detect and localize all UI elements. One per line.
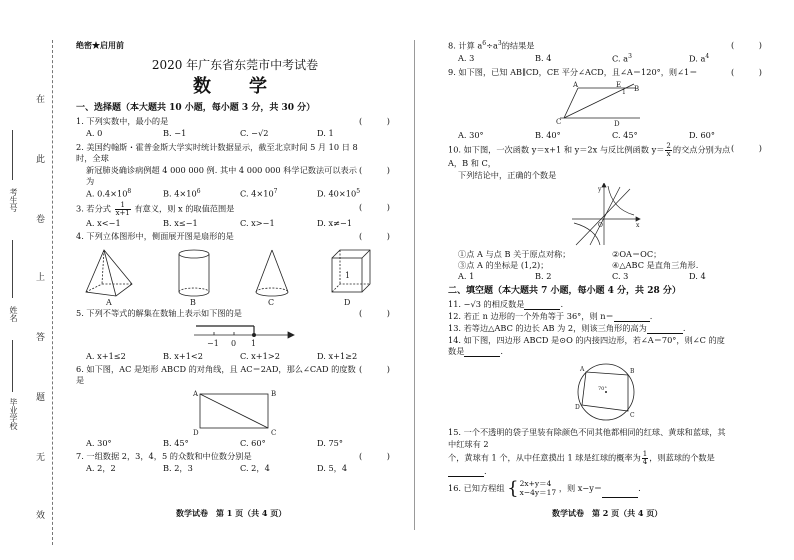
option: C. 3 bbox=[612, 270, 629, 281]
svg-text:E: E bbox=[616, 80, 622, 89]
option: B. 40° bbox=[535, 129, 561, 140]
answer-bracket: ( ) bbox=[359, 230, 390, 241]
statements: ③点 A 的坐标是 (1,2)； ④△ABC 是直角三角形. bbox=[458, 259, 699, 270]
options bbox=[448, 130, 766, 141]
figure-label: D bbox=[344, 297, 351, 306]
question-text: 5. 下列不等式的解集在数轴上表示如下图的是 bbox=[76, 307, 242, 318]
question-text: 6. 如下图，AC 是矩形 ABCD 的对角线，且 AC＝2AD，那么∠CAD 的度数是 bbox=[76, 363, 356, 385]
option: D. x≠−1 bbox=[317, 217, 353, 228]
question-text: 7. 一组数据 2，3，4，5 的众数和中位数分别是 bbox=[76, 451, 252, 462]
svg-text:1: 1 bbox=[622, 88, 626, 96]
field-underline bbox=[12, 340, 13, 392]
parallel-lines-figure bbox=[448, 80, 766, 128]
cube-label: 1 bbox=[345, 270, 351, 280]
question-15-cont: 个，黄球有 1 个，从中任意摸出 1 球是红球的概率为 $\frac{1}{4}$ ，则蓝球的个数是. bbox=[448, 449, 715, 476]
statements: ①点 A 与点 B 关于原点对称； ②OA＝OC； bbox=[458, 248, 662, 259]
cube-figure bbox=[332, 250, 370, 292]
fraction: $\frac{1}{4}$ bbox=[642, 449, 648, 466]
answer-bracket: ( ) bbox=[731, 40, 762, 50]
question-14: 14. 如下图，四边形 ABCD 是⊙O 的内接四边形，若∠A＝70°，则∠C 的度数是 . bbox=[448, 335, 725, 357]
option: D. x+1≥2 bbox=[317, 350, 358, 361]
svg-text:A: A bbox=[193, 389, 199, 398]
option: B. 45° bbox=[163, 437, 189, 448]
svg-text:C: C bbox=[630, 412, 635, 420]
option: C. $a^3$ bbox=[612, 52, 632, 64]
option: D. 75° bbox=[317, 437, 343, 448]
option: B. x+1<2 bbox=[163, 350, 203, 361]
seal-dash-line bbox=[52, 40, 53, 545]
field-label-exam-number: 考生号 bbox=[9, 188, 18, 212]
option: A. x+1≤2 bbox=[86, 350, 126, 361]
question-1 bbox=[76, 116, 394, 127]
question-10-cont: 下列结论中，正确的个数是 bbox=[458, 169, 557, 180]
question-6 bbox=[76, 364, 394, 386]
question-5 bbox=[76, 308, 394, 319]
question-text: 2. 美国约翰斯・霍普金斯大学实时统计数据显示，截至北京时间 5 月 10 日 8 时，全球 bbox=[76, 141, 358, 163]
option: A. 0 bbox=[86, 128, 103, 139]
option: D. $40\times 10^5$ bbox=[317, 187, 361, 199]
svg-text:y: y bbox=[598, 185, 602, 193]
svg-text:A: A bbox=[573, 80, 579, 89]
question-9 bbox=[448, 67, 766, 78]
section-heading: 一、选择题（本大题共 10 小题，每小题 3 分，共 30 分） bbox=[76, 103, 316, 114]
options bbox=[76, 351, 394, 362]
question-8: 8. 计算 $a^6\div a^3$的结果是 ( ) bbox=[448, 40, 762, 51]
answer-blank[interactable] bbox=[647, 326, 683, 334]
page-footer-1: 数学试卷 第 1 页（共 4 页） bbox=[176, 508, 287, 518]
options bbox=[76, 218, 394, 229]
option: C. 45° bbox=[612, 129, 638, 140]
option: C. −√2 bbox=[240, 128, 269, 139]
answer-bracket: ( ) bbox=[731, 66, 762, 77]
circle-figure bbox=[448, 359, 766, 425]
options bbox=[76, 188, 394, 200]
tick-label: 0 bbox=[231, 338, 237, 348]
solid-figures bbox=[76, 244, 394, 306]
option: C. x+1>2 bbox=[240, 350, 280, 361]
page-divider bbox=[414, 40, 415, 530]
option: A. $0.4\times 10^8$ bbox=[86, 187, 132, 199]
cylinder-figure bbox=[179, 250, 209, 296]
tick-label: −1 bbox=[207, 338, 219, 348]
svg-text:D: D bbox=[614, 119, 620, 128]
svg-text:x: x bbox=[636, 221, 640, 229]
figure-label: B bbox=[190, 297, 196, 306]
svg-text:D: D bbox=[193, 428, 199, 436]
function-graph bbox=[448, 183, 766, 247]
option: A. 3 bbox=[458, 52, 475, 63]
option: B. 2，3 bbox=[163, 463, 193, 474]
seal-char: 上 bbox=[36, 273, 46, 283]
options bbox=[448, 271, 766, 282]
question-16: 16. 已知方程组 { 2x+y＝4 x−4y＝17 ，则 x−y＝ . bbox=[448, 477, 641, 499]
option: D. $a^4$ bbox=[689, 52, 710, 64]
option: D. 5，4 bbox=[317, 463, 348, 474]
option: C. x>−1 bbox=[240, 217, 275, 228]
answer-bracket: ( ) bbox=[731, 142, 762, 153]
section-heading: 二、填空题（本大题共 7 小题，每小题 4 分，共 28 分） bbox=[448, 286, 681, 297]
answer-bracket: ( ) bbox=[359, 363, 390, 374]
question-13: 13. 若等边△ABC 的边长 AB 为 2，则该三角形的高为 . bbox=[448, 323, 686, 334]
seal-char: 题 bbox=[36, 393, 46, 403]
option: B. −1 bbox=[163, 128, 187, 139]
seal-char: 效 bbox=[36, 511, 46, 521]
subject-title: 数 学 bbox=[193, 75, 277, 97]
question-2-cont bbox=[76, 165, 394, 187]
field-label-name: 姓名 bbox=[9, 306, 18, 322]
svg-text:B: B bbox=[634, 84, 640, 93]
answer-bracket: ( ) bbox=[359, 116, 390, 127]
question-text: 新冠肺炎确诊病例超 4 000 000 例. 其中 4 000 000 科学记数法可以表示为 bbox=[86, 164, 357, 186]
seal-char: 卷 bbox=[36, 215, 46, 225]
answer-blank[interactable] bbox=[448, 469, 484, 477]
number-line bbox=[76, 321, 394, 349]
secret-label: 绝密★启用前 bbox=[76, 40, 124, 50]
field-label-school: 毕业学校 bbox=[9, 398, 18, 430]
svg-text:O: O bbox=[598, 221, 603, 229]
option: C. $4\times 10^7$ bbox=[240, 187, 278, 199]
option: D. 4 bbox=[689, 270, 706, 281]
field-underline bbox=[12, 240, 13, 298]
answer-blank[interactable] bbox=[614, 314, 650, 322]
answer-bracket: ( ) bbox=[359, 164, 390, 175]
answer-bracket: ( ) bbox=[359, 201, 390, 212]
option: A. 1 bbox=[458, 270, 475, 281]
question-10: 10. 如下图，一次函数 y＝x+1 和 y＝2x 与反比例函数 y＝ $\frac{2}{x}$ 的交点分别为点 A，B 和 C， ( ) bbox=[448, 141, 762, 168]
option: C. 2，4 bbox=[240, 463, 270, 474]
svg-text:B: B bbox=[630, 368, 635, 376]
rectangle-figure bbox=[76, 388, 394, 436]
options bbox=[76, 463, 394, 474]
page-footer-2: 数学试卷 第 2 页（共 4 页） bbox=[552, 508, 663, 518]
fraction: $\frac{1}{x+1}$ bbox=[115, 200, 130, 217]
tick-label: 1 bbox=[251, 338, 257, 348]
svg-text:70°: 70° bbox=[598, 386, 607, 393]
options bbox=[448, 53, 766, 65]
seal-char: 在 bbox=[36, 95, 46, 105]
option: B. $4\times 10^6$ bbox=[163, 187, 201, 199]
answer-bracket: ( ) bbox=[359, 307, 390, 318]
svg-text:B: B bbox=[271, 389, 277, 398]
question-text: 1. 下列实数中，最小的是 bbox=[76, 116, 169, 127]
figure-label: A bbox=[106, 297, 112, 306]
option: A. 2，2 bbox=[86, 463, 116, 474]
question-text: 9. 如下图，已知 AB∥CD，CE 平分∠ACD，且∠A＝120°，则∠1＝ bbox=[448, 66, 698, 77]
svg-text:D: D bbox=[575, 404, 580, 412]
question-4 bbox=[76, 231, 394, 242]
option: B. 2 bbox=[535, 270, 552, 281]
option: C. 60° bbox=[240, 437, 266, 448]
question-12: 12. 若正 n 边形的一个外角等于 36°，则 n＝ . bbox=[448, 311, 653, 322]
options bbox=[76, 128, 394, 139]
svg-text:A: A bbox=[580, 366, 585, 374]
closed-point bbox=[252, 333, 256, 337]
fraction: $\frac{2}{x}$ bbox=[666, 141, 671, 158]
page-2 bbox=[448, 40, 766, 499]
seal-char: 无 bbox=[36, 453, 46, 463]
seal-char: 答 bbox=[36, 333, 46, 343]
option: D. 1 bbox=[317, 128, 334, 139]
equation-system: { 2x+y＝4 x−4y＝17 bbox=[507, 477, 557, 499]
option: A. 30° bbox=[86, 437, 112, 448]
option: D. 60° bbox=[689, 129, 715, 140]
question-2 bbox=[76, 142, 394, 164]
option: A. 30° bbox=[458, 129, 484, 140]
question-15: 15. 一个不透明的袋子里装有除颜色不同其他都相同的红球、黄球和蓝球，其中红球有 2 bbox=[448, 427, 726, 449]
options bbox=[76, 438, 394, 449]
svg-text:C: C bbox=[271, 428, 277, 436]
field-underline bbox=[12, 130, 13, 180]
question-3: 3. 若分式 $\frac{1}{x+1}$ 有意义，则 x 的取值范围是 ( ) bbox=[76, 200, 390, 217]
option: B. x≤−1 bbox=[163, 217, 198, 228]
question-11: 11. −√3 的相反数是 . bbox=[448, 299, 564, 310]
figure-label: C bbox=[268, 297, 275, 306]
seal-char: 此 bbox=[36, 155, 46, 165]
exam-title: 2020 年广东省东莞市中考试卷 bbox=[151, 57, 319, 72]
question-text: 4. 下列立体图形中，侧面展开图是扇形的是 bbox=[76, 230, 234, 241]
answer-bracket: ( ) bbox=[359, 451, 390, 462]
page-1 bbox=[76, 40, 394, 476]
answer-blank[interactable] bbox=[464, 349, 500, 357]
option: B. 4 bbox=[535, 52, 552, 63]
option: A. x<−1 bbox=[86, 217, 121, 228]
answer-blank[interactable] bbox=[602, 490, 638, 498]
question-7 bbox=[76, 451, 394, 462]
cone-figure bbox=[256, 250, 288, 296]
svg-text:C: C bbox=[556, 117, 562, 126]
pyramid-figure bbox=[86, 250, 132, 296]
answer-blank[interactable] bbox=[524, 302, 560, 310]
binding-margin bbox=[0, 0, 72, 560]
